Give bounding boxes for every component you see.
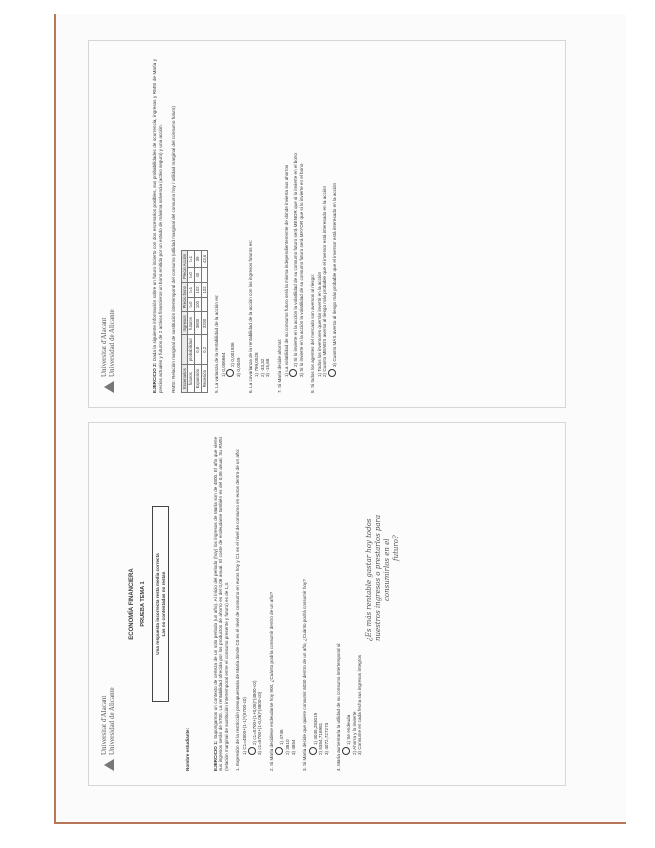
answer-option[interactable] — [275, 437, 285, 755]
table-group-header-cell: Precio Acción — [181, 250, 188, 282]
table-cell: 0,8 — [194, 335, 201, 365]
table-group-header-cell: Escenarios — [181, 365, 188, 393]
table-cell: Recesión — [201, 365, 208, 393]
answer-options — [309, 437, 330, 755]
table-cell: 40 — [194, 268, 201, 283]
scoring-rule-1: Una respuesta incorrecta resta media correcta — [155, 553, 161, 655]
question-item — [235, 437, 262, 771]
answer-option-text: 2) 3810 — [284, 739, 290, 755]
question-item — [214, 59, 241, 393]
table-cell: 0,2 — [201, 335, 208, 365]
answer-options — [242, 437, 263, 755]
rmsi-definition: RMSI: Relación marginal de sustitución intertemporal del consumo (utilidad marginal del consumo hoy / utilidad marginal del consumo futuro) — [171, 106, 177, 393]
selected-answer-circle-icon — [328, 369, 336, 377]
question-item — [302, 437, 329, 771]
table-sub-header-cell: futuros — [188, 312, 195, 335]
table-cell: 100 — [194, 297, 201, 312]
handwritten-line-1: ¿Es más rentable gastar hoy todos — [364, 518, 373, 641]
exercise-1 — [213, 437, 230, 771]
table-group-header-cell: Ingresos — [181, 312, 188, 335]
table-group-header — [181, 250, 188, 392]
handwritten-note — [365, 427, 401, 641]
exercise-1-title: EJERCICIO 1: — [212, 740, 218, 771]
question-item — [248, 59, 271, 393]
answer-option-text: 1) C1=4800+(1-1)*(5700-c0) — [241, 697, 247, 755]
table-cell: Expansión — [194, 365, 201, 393]
question-text: 3. Si María decide que quiere consumir 6030 dentro de un año, ¿Cuánto podrá consumir hoy? — [302, 579, 308, 771]
answer-option[interactable] — [289, 59, 299, 377]
table-sub-header-cell: t=0 — [188, 268, 195, 283]
question-list-1 — [235, 427, 363, 781]
handwritten-line-4: futuro? — [391, 535, 400, 561]
answer-option-text: 1) Se endeuda — [346, 714, 352, 745]
answer-option-text: 2) 5354,716981 — [318, 722, 324, 755]
answer-option-text: 3) Cuanto MÁS averso al riesgo más probable que el inversor está interesado en la acción — [332, 182, 338, 367]
question-text: 8. Si todos los agentes del mercado son aversos al riesgo: — [310, 274, 316, 393]
answer-option-text: 1) 799,0528 — [254, 352, 260, 377]
table-sub-header-cell: t=0 — [188, 297, 195, 312]
answer-option[interactable] — [328, 59, 338, 377]
exam-sheet-1-content — [93, 427, 561, 781]
table-cell: 3800 — [194, 312, 201, 335]
university-logo — [93, 49, 116, 403]
answer-options — [275, 437, 296, 755]
answer-option-text: 3) 0,0049 — [235, 357, 241, 377]
table-cell: 3200 — [201, 312, 208, 335]
table-cell: 102 — [201, 283, 208, 298]
answer-option-text: 3) -15,68 — [265, 358, 271, 377]
question-item — [269, 437, 296, 771]
exercise-2-title: EJERCICIO 2: — [152, 362, 157, 393]
selected-answer-circle-icon — [289, 369, 297, 377]
course-title: ECONOMÍA FINANCIERA — [129, 568, 135, 640]
question-text: 7. Si María decide ahorrar: — [276, 338, 282, 393]
answer-option[interactable] — [248, 437, 258, 755]
university-name-es: Universidad de Alicante — [107, 309, 116, 377]
table-sub-header-cell: t=1 — [188, 283, 195, 298]
selected-answer-circle-icon — [309, 747, 317, 755]
answer-option-text: 1) 4045,283019 — [312, 712, 318, 745]
question-text: 4. María aumentaría la utilidad de su consumo intertemporal si: — [335, 642, 341, 771]
handwritten-line-3: consumirlos en el — [382, 538, 391, 601]
question-text: 1. Expresión de la restricción presupuestaria de María donde C0 es el nivel de consumo en euros hoy y C1 es el nivel de consumo en euros dentro de un año: — [235, 448, 241, 771]
scenario-table — [181, 250, 208, 393]
exam-sheet-2 — [88, 40, 566, 408]
student-name-label: Nombre estudiante: — [185, 727, 190, 771]
question-list-2 — [214, 49, 338, 403]
table-body — [194, 250, 207, 392]
answer-options — [342, 437, 363, 755]
answer-option[interactable] — [236, 59, 242, 377]
table-cell: 39 — [194, 250, 201, 267]
answer-option[interactable] — [299, 59, 305, 377]
table-cell: 43,6 — [201, 250, 208, 267]
exercise-1-text: Supongamos un contexto de certeza de un solo periodo (un año). Al inicio del periodo (hoy) los ingresos de María son de 4800. El año que viene sus ingresos serán de 5700. La rentabilidad ofrecida por los productos de ahorro es del 0,06 anual. El coste de endeudarse también es del 0,06 anual. Su RMSI (relación marginal de sustitución intertemporal entre el consumo presente y futuro) es de 1,3. — [212, 437, 229, 771]
selected-answer-circle-icon — [275, 747, 283, 755]
answer-option[interactable] — [291, 437, 297, 755]
answer-option-text: 1) La volatilidad de su consumo futuro será la misma independientemente de dónde invierta sus ahorros — [283, 164, 289, 377]
answer-option-text: 1) Todos los inversores querrán invertir en la acción — [316, 271, 322, 377]
table-cell: 102 — [194, 283, 201, 298]
table-cell — [201, 268, 208, 283]
answer-options — [317, 59, 338, 377]
table-sub-header-cell: probabilidad — [188, 335, 195, 365]
scoring-rules-box — [152, 506, 169, 702]
answer-option-text: 3) Si lo invierte en la acción la volatilidad de su consumo futuro será MAYOR que si lo invierte en el bono — [298, 163, 304, 377]
triangle-logo-icon — [104, 381, 114, 393]
answer-option-text: 3) 4854 — [290, 739, 296, 755]
university-name-es: Universidad de Alicante — [107, 687, 116, 755]
answer-option-text: 2) Ahorra y lo invierte — [351, 711, 357, 755]
question-item — [310, 59, 337, 393]
exam-sheet-2-content — [93, 49, 561, 403]
answer-option-text: 2) Cuanto MENOS averso al riesgo más probable que el inversor está interesado en la acción — [322, 186, 328, 377]
table-row — [194, 250, 201, 392]
table-row — [201, 250, 208, 392]
answer-option-text: 1) 0,006664 — [220, 352, 226, 377]
answer-options — [254, 59, 271, 377]
table-sub-header-cell: futuros — [188, 365, 195, 393]
selected-answer-circle-icon — [248, 747, 256, 755]
answer-option-text: 2) Si lo invierte en la acción la volatilidad de su consumo futuro será MENOR que si lo invierte en el bono — [293, 153, 299, 367]
table-group-header-cell: Precio bono — [181, 283, 188, 312]
question-text: 5. La varianza de la rentabilidad de la acción es: — [214, 294, 220, 393]
table-sub-header-cell: t=1 — [188, 250, 195, 267]
exam-sheet-1 — [88, 422, 566, 786]
question-item — [336, 437, 363, 771]
table-cell — [201, 297, 208, 312]
answer-options — [284, 59, 305, 377]
selected-answer-circle-icon — [342, 747, 350, 755]
answer-option-text: 3) Consume en cada fecha sus ingresos íntegros — [357, 654, 363, 755]
answer-option-text: 1) 4746 — [279, 729, 285, 745]
answer-option[interactable] — [226, 59, 236, 377]
exercise-2-text: Dada la siguiente información sobre un futuro incierto con dos escenarios posibles, sus probabilidades de ocurrencia, ingresos y RMSI de María y precios actuales y futuros de 2 activos financieros un bono emitido por un estado de máxima solvencia (activo seguro) y una acción. — [152, 58, 163, 393]
triangle-logo-icon — [104, 759, 114, 771]
answer-option[interactable] — [309, 437, 319, 755]
scoring-rule-2: Las no contestadas no restan — [160, 571, 166, 637]
answer-option[interactable] — [257, 437, 263, 755]
answer-option-text: 2) 0,001936 — [230, 342, 236, 367]
answer-options — [221, 59, 242, 377]
answer-option-text: 2) -33,32 — [259, 358, 265, 377]
answer-option[interactable] — [324, 437, 330, 755]
handwritten-line-2: nuestros ingresos o prestarlos para — [373, 514, 382, 641]
answer-option-text: 3) c1=5700+(1-0,06)*(4800-c0) — [257, 691, 263, 755]
question-text: 6. La covarianza de la rentabilidad de la acción con los ingresos futuros es: — [247, 240, 253, 393]
exam-title: PRUEBA TEMA 1 — [139, 581, 146, 627]
question-text: 2. Si María decidiese endeudarse hoy 900, ¿Cuánto podría consumir dentro de un año? — [268, 591, 274, 771]
answer-option[interactable] — [342, 437, 352, 755]
answer-option-text: 2) c1=5700+(1+0,06)*(4800-c0) — [251, 680, 257, 745]
university-name-ca: Universitat d'Alacant — [100, 317, 108, 377]
table-group-header-cell — [181, 335, 188, 365]
selected-answer-circle-icon — [226, 369, 234, 377]
question-item — [277, 59, 304, 393]
university-name-ca: Universitat d'Alacant — [100, 695, 108, 755]
university-logo — [93, 427, 116, 781]
table-sub-header — [188, 250, 195, 392]
exercise-2 — [152, 59, 163, 393]
answer-option[interactable] — [265, 59, 271, 377]
answer-option-text: 3) 4072,727273 — [323, 722, 329, 755]
answer-option[interactable] — [357, 437, 363, 755]
